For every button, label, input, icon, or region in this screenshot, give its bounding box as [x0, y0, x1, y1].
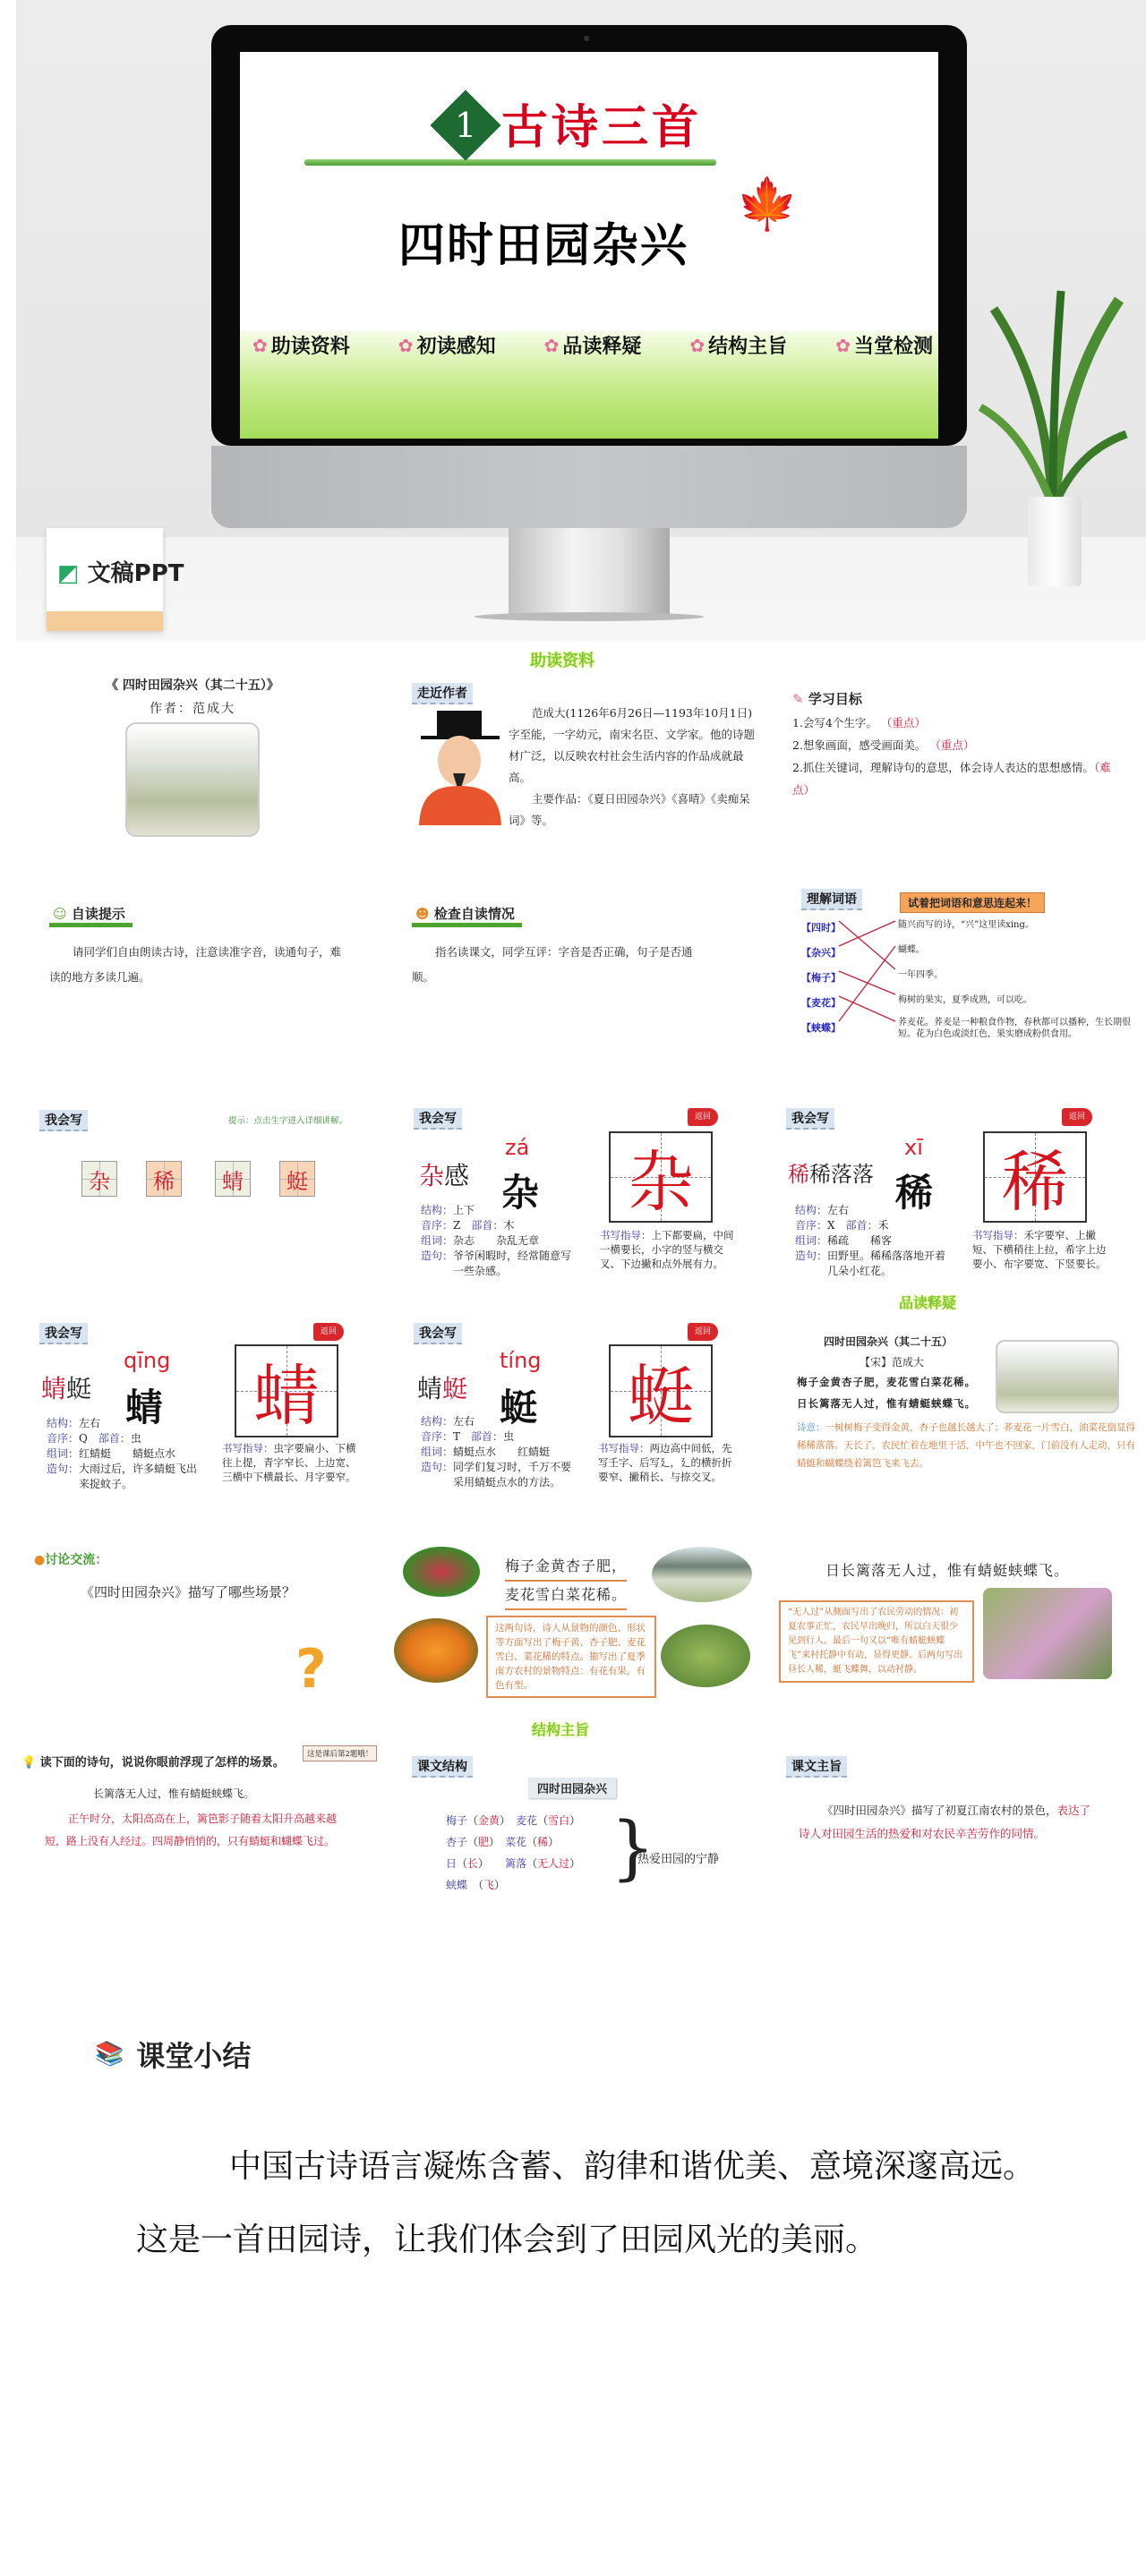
summary-heading: [95, 2034, 251, 2075]
goal-item: 2.想象画面，感受画面美。 （重点）: [792, 738, 975, 752]
buckwheat-field-photo: [652, 1547, 752, 1602]
imagine-answer: 正午时分，太阳高高在上，篱笆影子随着太阳升高越来越短，路上没有人经过。四周静悄悄的，只有蜻蜓和蝴蝶飞过。: [45, 1813, 338, 1847]
panel-title-author: 走近作者: [412, 683, 473, 704]
monitor-stand: [509, 528, 670, 616]
plant-pot: [1028, 497, 1082, 586]
vocab-term[interactable]: 【麦花】: [801, 997, 841, 1009]
vocab-meaning[interactable]: 荞麦花。荞麦是一种粮食作物，春秋都可以播种，生长期很短。花为白色或淡红色，果实磨成粉供食用。: [898, 1018, 1131, 1039]
char-button-za[interactable]: 杂: [81, 1161, 117, 1197]
theme-text: 《四时田园杂兴》描写了初夏江南农村的景色，表达了诗人对田园生活的热爱和对农民辛苦劳作的同情。: [799, 1804, 1091, 1840]
vocab-panel-title: 理解词语: [801, 889, 862, 910]
card-title: 我会写: [786, 1108, 834, 1130]
vocab-term[interactable]: 【四时】: [801, 922, 841, 934]
char-info: 结构：上下 音序：Z 部首：木 组词：杂志 杂乱无章 造句： 爷爷闲暇时，经常随意写一些杂感。: [421, 1204, 572, 1277]
self-read-text: 请同学们自由朗读古诗，注意读准字音，读通句子，难读的地方多读几遍。: [49, 945, 342, 984]
poem-line: 日长篱落无人过，惟有蜻蜓蛱蝶飞。: [797, 1397, 976, 1410]
scene1-lines: 梅子金黄杏子肥， 麦花雪白菜花稀。: [505, 1553, 627, 1610]
structure-theme: 热爱田园的宁静: [637, 1853, 720, 1866]
vocab-meaning[interactable]: 随兴而写的诗，“兴”这里读xing。: [898, 920, 1034, 930]
nav-reading-materials[interactable]: ✿ 助读资料: [252, 334, 350, 358]
example-word: 蜻蜓: [41, 1374, 92, 1403]
nav-close-reading[interactable]: ✿ 品读释疑: [543, 334, 642, 358]
section-title-structure: 结构主旨: [532, 1721, 590, 1738]
fence-flowers-photo: [983, 1588, 1112, 1679]
char-card-xi: [770, 1083, 1146, 1280]
check-read-text: 指名读课文，同学互评：字音是否正确，句子是否通顺。: [412, 945, 693, 984]
summary-text: 中国古诗语言凝炼含蓄、韵律和谐优美、意境深邃高远。这是一首田园诗，让我们体会到了田园风光的美丽。: [136, 2148, 1036, 2258]
cottage-painting: [125, 722, 260, 837]
flower-icon: ✿: [543, 334, 560, 356]
char-info: 结构：左右 音序：T 部首：虫 组词：蜻蜓点水 红蜻蜓 造句： 同学们复习时，千万不要采用蜻蜓点水的方法。: [421, 1415, 572, 1488]
vocab-term[interactable]: 【梅子】: [801, 972, 841, 984]
intro-author: 作者：范成大: [150, 702, 235, 716]
author-bio: 范成大(1126年6月26日—1193年10月1日)字至能，一字幼元，南宋名臣、文学家。他的诗题材广泛，以反映农村社会生活内容的作品成就最高。 主要作品：《夏日田园杂兴》《喜晴》《卖痴呆词》等。: [509, 706, 756, 827]
goal-item: 2.抓住关键词，理解诗句的意思，体会诗人表达的思想感情。（难点）: [792, 761, 1111, 797]
char-display: 蜻: [125, 1386, 164, 1429]
imagine-line: 长篱落无人过，惟有蜻蜓蛱蝶飞。: [93, 1787, 255, 1800]
example-word: 蜻蜓: [417, 1374, 468, 1403]
lesson-number: 1: [454, 106, 477, 145]
writing-guide: 书写指导：虫字要扁小、下横往上提，青字窄长、上边宽、三横中下横最长、月字要窄。: [222, 1442, 356, 1483]
tianzige-grid: 蜻: [235, 1344, 338, 1437]
cottage-painting: [996, 1340, 1119, 1413]
self-read-title: ☺ 自读提示: [49, 904, 133, 927]
vocab-meaning[interactable]: 梅树的果实，夏季成熟，可以吃。: [898, 995, 1032, 1005]
back-button[interactable]: 返回: [688, 1108, 718, 1126]
section-title-materials: 助读资料: [530, 652, 594, 670]
goals-slide: [792, 689, 1124, 801]
check-read-title: ☻ 检查自读情况: [412, 904, 522, 927]
back-button[interactable]: 返回: [1062, 1108, 1092, 1126]
poem-line: 梅子金黄杏子肥，麦花雪白菜花稀。: [797, 1376, 976, 1388]
writing-guide: 书写指导：上下都要扁，中间一横要长，小字的竖与横交叉、下边撇和点外展有力。: [600, 1229, 734, 1270]
mascot-icon: ☻: [415, 906, 430, 922]
vocab-banner: 试着把词语和意思连起来！: [900, 892, 1045, 913]
intro-title: 《 四时田园杂兴（其二十五）》: [106, 678, 279, 693]
connector-lines: [837, 916, 900, 1050]
structure-row: 杏子（肥） 菜花（稀）: [446, 1836, 560, 1848]
check-read-slide: [412, 904, 707, 990]
vocab-terms: [801, 916, 841, 1041]
char-display: 蜓: [500, 1386, 538, 1429]
nav-classroom-test[interactable]: ✿ 当堂检测: [835, 334, 933, 358]
flower-icon: ✿: [689, 334, 706, 356]
homework-tag: 这是课后第2题哦！: [303, 1745, 377, 1761]
char-display: 杂: [501, 1171, 540, 1215]
poem-title: 四时田园杂兴: [398, 219, 689, 273]
title-underline: [304, 159, 716, 166]
vocab-slide: [801, 889, 1142, 1068]
maple-leaf-icon: 🍁: [736, 175, 799, 234]
vocab-meaning[interactable]: 一年四季。: [898, 970, 943, 980]
char-button-qing[interactable]: 蜻: [215, 1161, 251, 1197]
sprout-pot-icon: ●: [34, 1553, 46, 1567]
poem-author: 【宋】范成大: [860, 1356, 925, 1369]
poem-meaning: 诗意：一树树梅子变得金黄，杏子也越长越大了；荞麦花一片雪白，油菜花倒显得稀稀落落。天长了，农民忙着在地里干活，中午也不回家，门前没有人走动，只有蜻蜓和蝴蝶绕着篱笆飞来飞去。: [797, 1422, 1135, 1469]
structure-row: 梅子（金黄） 麦花（雪白）: [446, 1814, 581, 1827]
writing-guide: 书写指导：两边高中间低，先写壬字、后写廴，廴的横折折要窄、撇稍长、与捺交叉。: [598, 1442, 732, 1483]
self-read-slide: [49, 904, 345, 990]
goals-title: 学习目标: [808, 691, 862, 707]
poem-heading: 四时田园杂兴（其二十五）: [824, 1335, 954, 1348]
lightbulb-icon: 💡: [21, 1756, 37, 1770]
plant-decoration: [976, 282, 1128, 506]
pencil-icon: ✎: [792, 691, 804, 707]
discuss-question: 《四时田园杂兴》描写了哪些场景？: [81, 1584, 296, 1600]
example-word: 稀稀落落: [788, 1162, 874, 1187]
structure-panel-title: 课文结构: [412, 1756, 473, 1778]
monitor-foot: [475, 612, 704, 621]
write-hint: 提示：点击生字进入详细讲解。: [228, 1116, 348, 1126]
section-title-close-reading: 品读释疑: [899, 1294, 957, 1311]
flower-icon: ✿: [252, 334, 268, 356]
vocab-term[interactable]: 【杂兴】: [801, 947, 841, 959]
author-portrait: [417, 709, 503, 825]
rapeseed-photo: [661, 1625, 750, 1687]
writing-guide: 书写指导：禾字要窄、上撇短、下横稍往上拉，希字上边要小、布字要宽、下竖要长。: [972, 1229, 1107, 1270]
char-card-za: [394, 1083, 770, 1280]
goal-item: 1.会写4个生字。 （重点）: [792, 716, 926, 729]
leaf-logo-icon: ◩: [57, 560, 80, 587]
discuss-title: ●讨论交流：: [34, 1553, 108, 1567]
goals-list: [792, 712, 1124, 801]
structure-center: 四时田园杂兴: [528, 1778, 616, 1798]
back-button[interactable]: 返回: [688, 1323, 718, 1341]
char-pinyin: qīng: [124, 1348, 171, 1373]
scene1-note: 这两句诗，诗人从景物的颜色、形状等方面写出了梅子黄、杏子肥、麦花雪白、菜花稀的特点。描写出了夏季南方农村的景物特点：有花有果，有色有型。: [486, 1616, 656, 1698]
char-pinyin: zá: [505, 1135, 530, 1160]
intro-slide: [0, 676, 385, 837]
vocab-term[interactable]: 【蛱蝶】: [801, 1022, 841, 1034]
plum-photo: [403, 1547, 480, 1597]
char-button-xi[interactable]: 稀: [146, 1161, 182, 1197]
vocab-meaning[interactable]: 蝴蝶。: [898, 945, 925, 955]
brand-logo: ◩ 文稿PPT: [57, 560, 184, 587]
mascot-icon: ☺: [53, 906, 67, 922]
scene2-note: “无人过”从侧面写出了农民劳动的情况：初夏农事正忙，农民早出晚归，所以白天很少见到行人。最后一句又以“唯有蜻蜓蛱蝶飞”来衬托静中有动，显得更静。后两句写出昼长人稀，蜓飞蝶舞，以动衬静。: [779, 1600, 974, 1683]
char-card-ting: [394, 1298, 770, 1495]
poem-text: [797, 1334, 1003, 1411]
flower-icon: ✿: [835, 334, 851, 356]
char-card-qing: [0, 1298, 385, 1495]
nav-first-reading[interactable]: ✿ 初读感知: [398, 334, 496, 358]
back-button[interactable]: 返回: [313, 1323, 344, 1341]
scene2-line: 日长篱落无人过，惟有蜻蜓蛱蝶飞。: [825, 1562, 1070, 1579]
vocab-meanings: [898, 917, 1131, 1040]
tianzige-grid: 蜓: [609, 1344, 713, 1437]
tianzige-grid: 杂: [609, 1131, 713, 1223]
imagine-prompt: 💡 读下面的诗句，说说你眼前浮现了怎样的场景。: [21, 1756, 285, 1770]
structure-row: 蛱蝶 （飞）: [446, 1879, 506, 1891]
summary-title: 课堂小结: [136, 2039, 252, 2073]
char-button-ting[interactable]: 蜓: [279, 1161, 315, 1197]
char-info: 结构：左右 音序：Q 部首：虫 组词：红蜻蜓 蜻蜓点水 造句： 大雨过后，许多蜻蜓飞出来捉蚊子。: [47, 1417, 198, 1490]
char-pinyin: xī: [904, 1135, 923, 1160]
cover-nav: [252, 331, 933, 359]
question-mark-icon: ?: [295, 1638, 327, 1701]
char-pinyin: tíng: [500, 1348, 542, 1373]
lesson-title: 古诗三首: [501, 101, 703, 155]
monitor-chin: [211, 446, 967, 528]
char-display: 稀: [895, 1171, 934, 1215]
card-title: 我会写: [414, 1108, 462, 1130]
structure-row: 日（长） 篱落（无人过）: [446, 1857, 581, 1870]
flower-icon: ✿: [398, 334, 414, 356]
books-icon: 📚: [95, 2041, 124, 2068]
curly-brace: }: [611, 1808, 655, 1889]
nav-structure-theme[interactable]: ✿ 结构主旨: [689, 334, 788, 358]
structure-rows: [446, 1810, 580, 1896]
char-info: 结构：左右 音序：X 部首：禾 组词：稀疏 稀客 造句： 田野里。稀稀落落地开着几朵小红花。: [795, 1204, 946, 1277]
camera-dot: [584, 36, 589, 41]
tianzige-grid: 稀: [983, 1131, 1087, 1223]
example-word: 杂感: [419, 1161, 470, 1190]
apricot-photo: [394, 1618, 478, 1683]
theme-panel-title: 课文主旨: [786, 1756, 847, 1778]
write-index-title: 我会写: [39, 1110, 88, 1131]
card-title: 我会写: [39, 1323, 88, 1344]
card-title: 我会写: [414, 1323, 462, 1344]
